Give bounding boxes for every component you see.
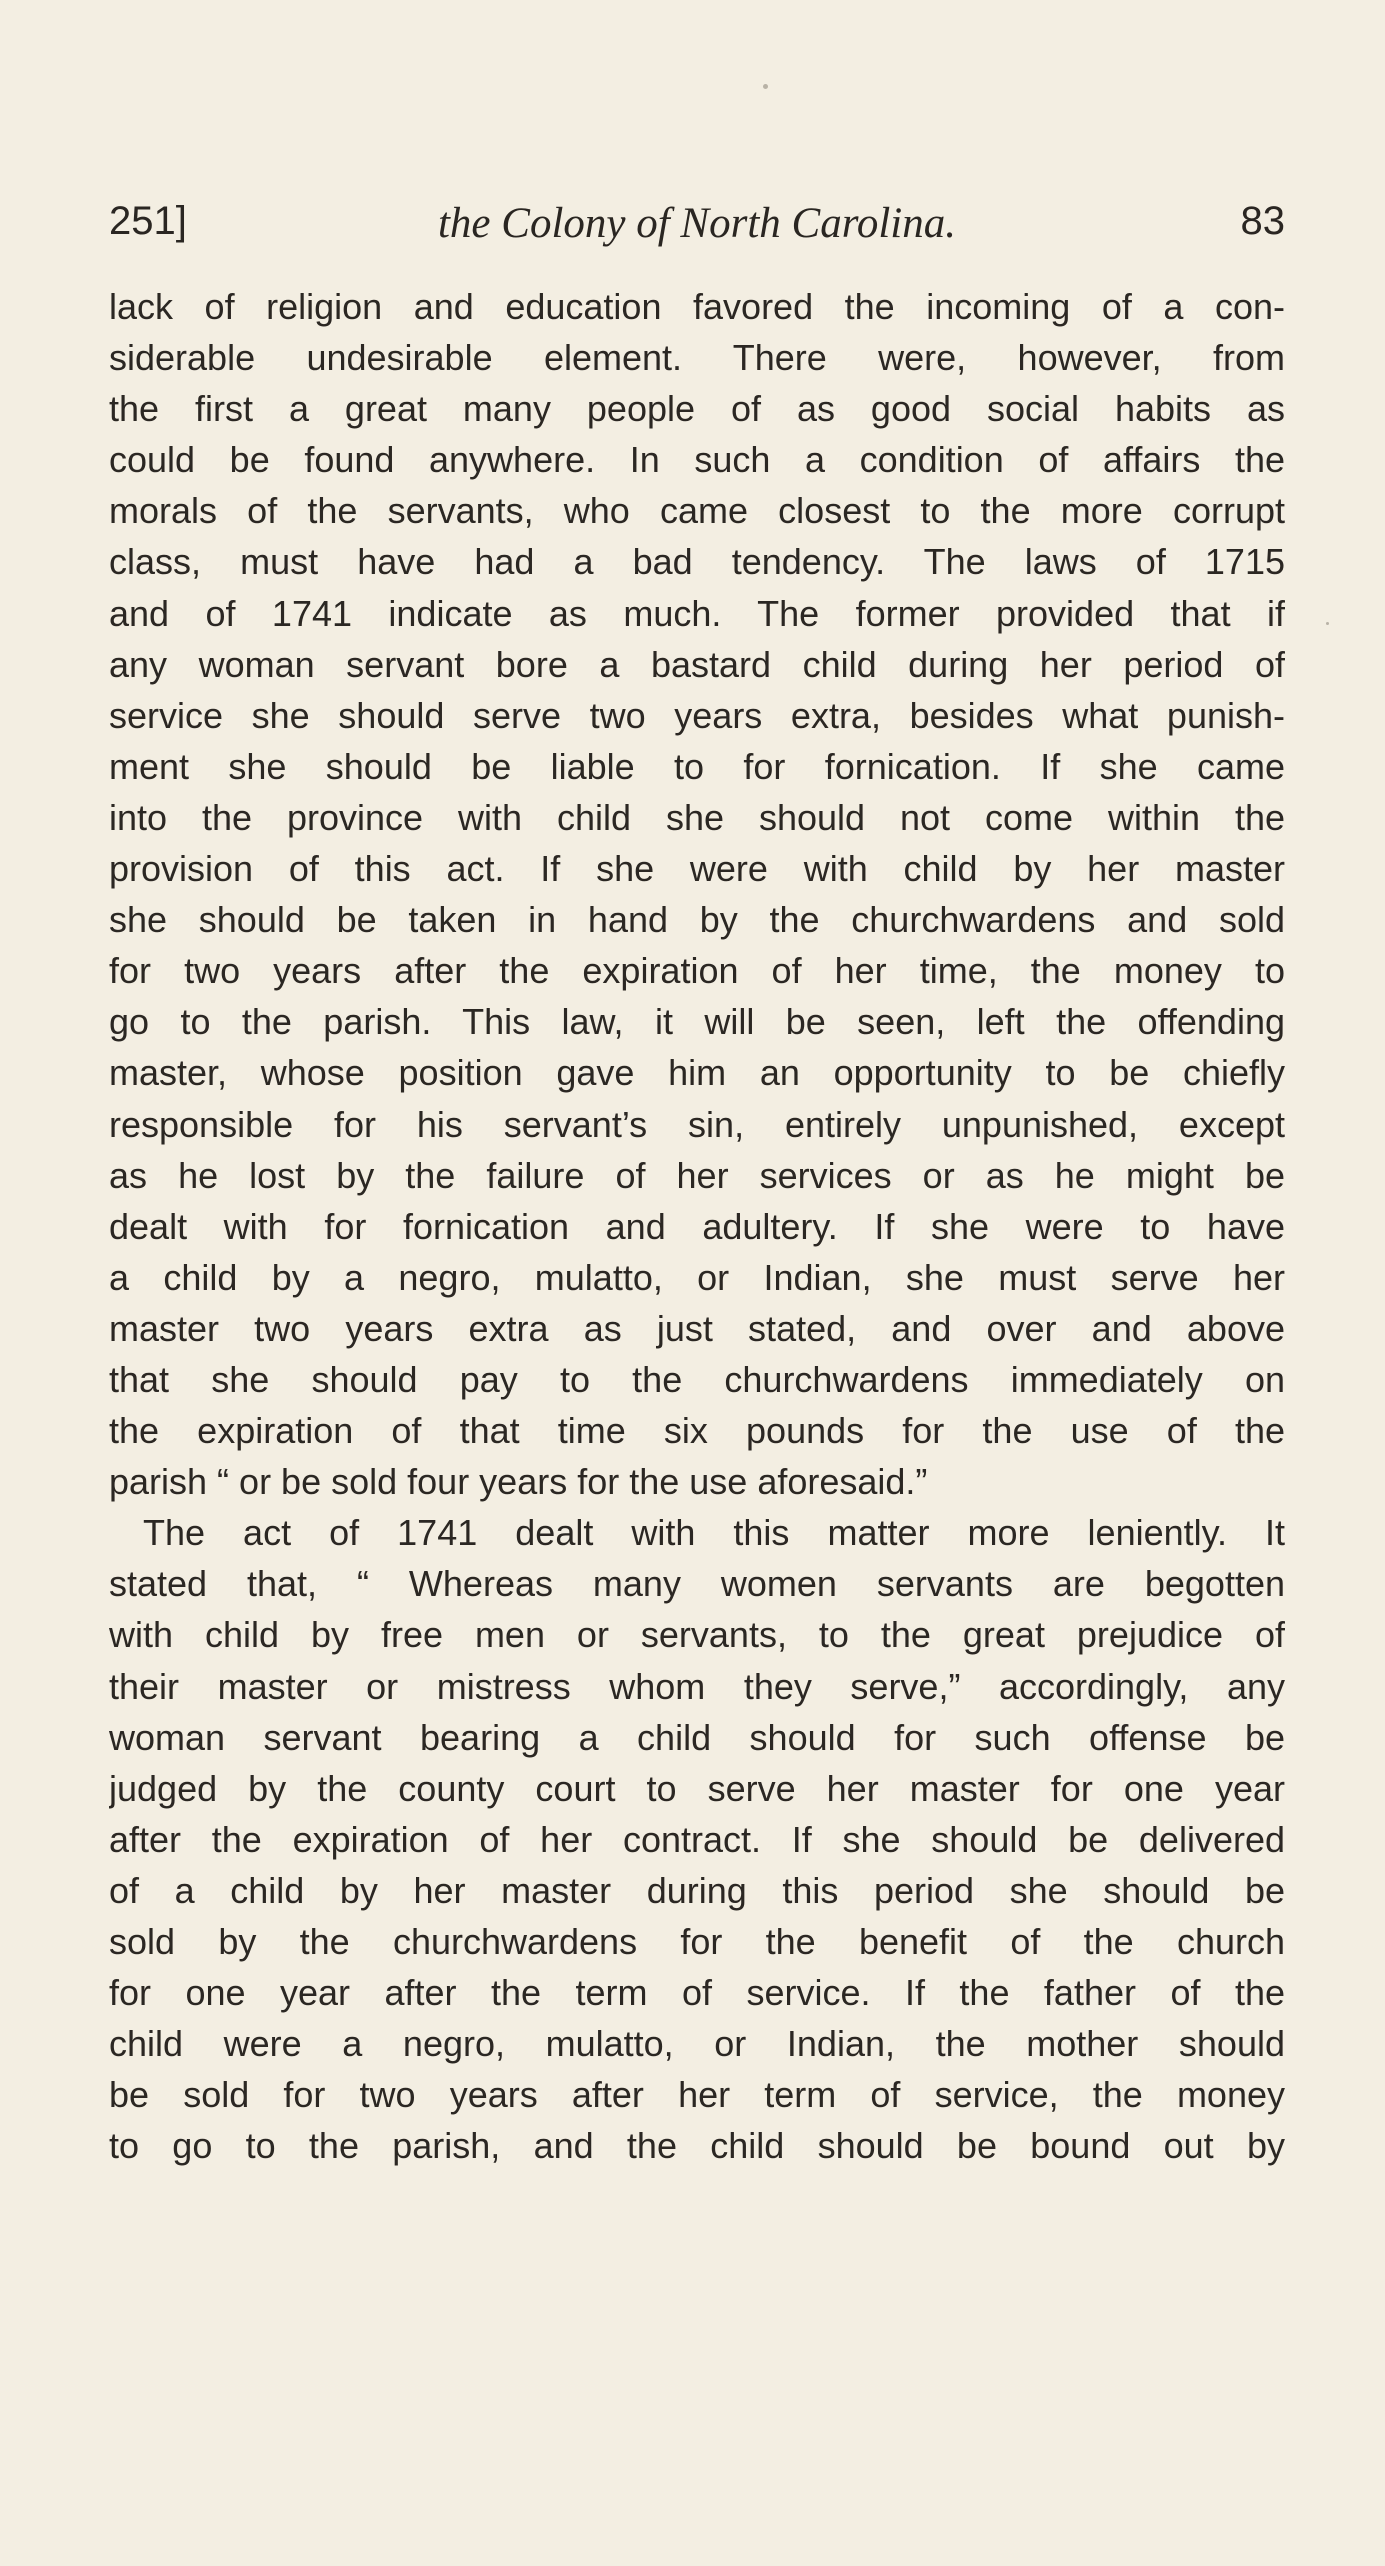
text-line: class, must have had a bad tendency. The laws of 1715	[109, 541, 1285, 583]
text-line: for one year after the term of service. If the father of the	[109, 1972, 1285, 2014]
text-line: their master or mistress whom they serve,” accordingly, any	[109, 1665, 1285, 1707]
text-line: after the expiration of her contract. If she should be delivered	[109, 1818, 1285, 1860]
text-line: woman servant bearing a child should for such offense be	[109, 1716, 1285, 1758]
paper-speck	[1326, 622, 1329, 625]
text-line: siderable undesirable element. There were, however, from	[109, 337, 1285, 379]
text-line: the first a great many people of as good social habits as	[109, 388, 1285, 430]
text-line: the expiration of that time six pounds for the use of the	[109, 1410, 1285, 1452]
paper-speck	[763, 84, 768, 89]
text-line: child were a negro, mulatto, or Indian, the mother should	[109, 2023, 1285, 2065]
text-line: go to the parish. This law, it will be seen, left the offending	[109, 1001, 1285, 1043]
text-line: provision of this act. If she were with child by her master	[109, 848, 1285, 890]
text-line: sold by the churchwardens for the benefit of the church	[109, 1921, 1285, 1962]
text-line: that she should pay to the churchwardens immediately on	[109, 1358, 1285, 1400]
page-reference: 251]	[109, 199, 187, 243]
text-line: to go to the parish, and the child should be bound out by	[109, 2125, 1285, 2167]
text-line: morals of the servants, who came closest to the more corrupt	[109, 490, 1285, 532]
running-header	[109, 199, 1285, 269]
text-line: be sold for two years after her term of service, the money	[109, 2074, 1285, 2116]
text-line: with child by free men or servants, to the great prejudice of	[109, 1614, 1285, 1656]
body-text	[109, 281, 1285, 2171]
text-line: into the province with child she should not come within the	[109, 796, 1285, 838]
text-line: lack of religion and education favored the incoming of a con-	[109, 286, 1285, 327]
text-line: dealt with for fornication and adultery. If she were to have	[109, 1205, 1285, 1247]
text-line: service she should serve two years extra, besides what punish-	[109, 694, 1285, 736]
running-title: the Colony of North Carolina.	[437, 200, 956, 247]
text-line: as he lost by the failure of her services or as he might be	[109, 1154, 1285, 1196]
text-line: judged by the county court to serve her master for one year	[109, 1767, 1285, 1809]
text-line: responsible for his servant’s sin, entirely unpunished, except	[109, 1103, 1285, 1145]
text-line: stated that, “ Whereas many women servants are begotten	[109, 1563, 1285, 1605]
text-line: master two years extra as just stated, and over and above	[109, 1307, 1285, 1349]
text-line: The act of 1741 dealt with this matter more leniently. It	[143, 1512, 1285, 1554]
text-line: any woman servant bore a bastard child during her period of	[109, 643, 1285, 685]
text-line: for two years after the expiration of her time, the money to	[109, 950, 1285, 992]
text-line: a child by a negro, mulatto, or Indian, she must serve her	[109, 1256, 1285, 1298]
text-line: parish “ or be sold four years for the use aforesaid.”	[109, 1461, 928, 1503]
text-line: could be found anywhere. In such a condition of affairs the	[109, 439, 1285, 481]
text-line: she should be taken in hand by the churchwardens and sold	[109, 899, 1285, 941]
text-line: and of 1741 indicate as much. The former provided that if	[109, 592, 1285, 634]
page-number: 83	[1240, 199, 1285, 243]
text-line: ment she should be liable to for fornication. If she came	[109, 745, 1285, 787]
text-line: master, whose position gave him an opportunity to be chiefly	[109, 1052, 1285, 1094]
text-line: of a child by her master during this period she should be	[109, 1869, 1285, 1911]
